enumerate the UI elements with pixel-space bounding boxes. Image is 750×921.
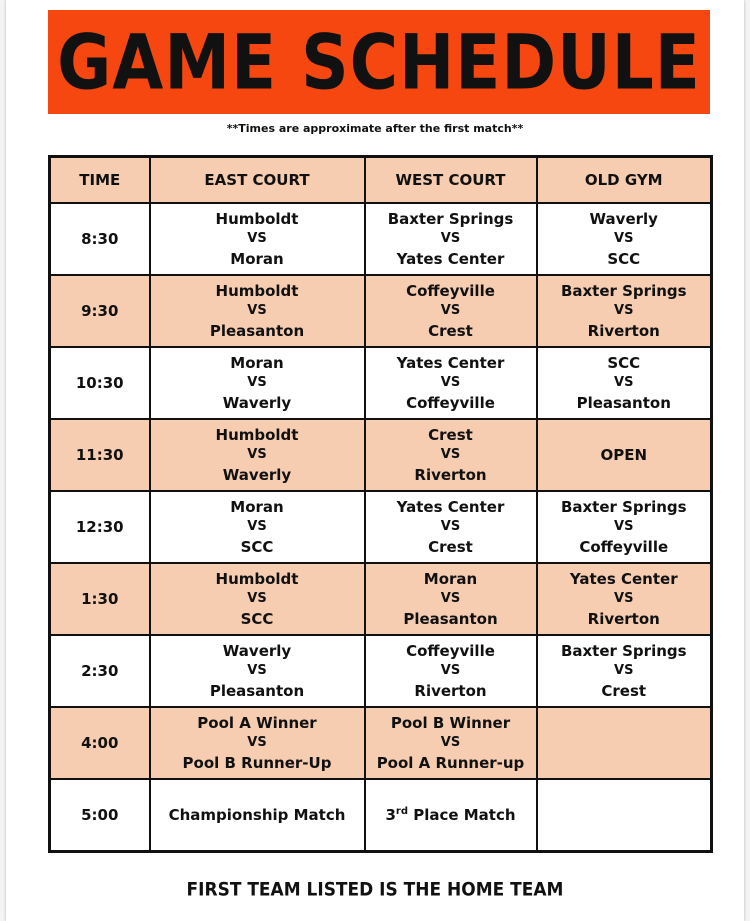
home-team: Baxter Springs	[387, 210, 514, 228]
east-court-match	[150, 491, 365, 563]
old-gym-match	[537, 347, 712, 419]
header-old-gym: OLD GYM	[537, 157, 712, 204]
away-team: Riverton	[587, 322, 660, 340]
schedule-row	[50, 275, 712, 347]
away-team: SCC	[240, 538, 274, 556]
header-east-court: EAST COURT	[150, 157, 365, 204]
home-team: Crest	[428, 426, 473, 444]
schedule-row	[50, 491, 712, 563]
home-team: Moran	[230, 498, 284, 516]
time-cell: 4:00	[50, 707, 150, 779]
championship-match: Championship Match	[150, 779, 365, 852]
vs-label: VS	[247, 663, 267, 678]
away-team: Coffeyville	[406, 394, 495, 412]
home-team: Waverly	[589, 210, 658, 228]
ordinal-suffix: rd	[395, 806, 408, 817]
vs-label: VS	[614, 591, 634, 606]
home-team: Coffeyville	[406, 282, 495, 300]
timing-note: **Times are approximate after the first match**	[226, 122, 524, 135]
vs-label: VS	[614, 375, 634, 390]
home-team: Humboldt	[215, 426, 299, 444]
vs-label: VS	[247, 519, 267, 534]
home-team: Yates Center	[396, 498, 505, 516]
home-team: Moran	[230, 354, 284, 372]
time-cell: 1:30	[50, 563, 150, 635]
header-row	[50, 157, 712, 204]
home-team: Yates Center	[396, 354, 505, 372]
third-place-match	[365, 779, 537, 852]
time-cell: 9:30	[50, 275, 150, 347]
vs-label: VS	[247, 735, 267, 750]
vs-label: VS	[440, 447, 461, 462]
old-gym-match	[537, 491, 712, 563]
old-gym-empty	[537, 779, 712, 852]
page-title: GAME SCHEDULE	[57, 17, 701, 107]
away-team: Pool A Runner-up	[376, 754, 525, 772]
time-cell: 10:30	[50, 347, 150, 419]
east-court-match	[150, 419, 365, 491]
west-court-match	[365, 347, 537, 419]
west-court-match	[365, 491, 537, 563]
vs-label: VS	[440, 375, 461, 390]
schedule-row	[50, 419, 712, 491]
west-court-match	[365, 419, 537, 491]
old-gym-match	[537, 563, 712, 635]
away-team: Pleasanton	[576, 394, 671, 412]
away-team: Riverton	[587, 610, 660, 628]
home-team: Humboldt	[215, 570, 299, 588]
old-gym-open: OPEN	[537, 419, 712, 491]
home-team: Humboldt	[215, 210, 299, 228]
away-team: Pleasanton	[403, 610, 498, 628]
home-team: Waverly	[222, 642, 292, 660]
away-team: Waverly	[222, 394, 292, 412]
vs-label: VS	[247, 375, 267, 390]
schedule-row	[50, 347, 712, 419]
vs-label: VS	[247, 231, 267, 246]
away-team: Pool B Runner-Up	[182, 754, 332, 772]
away-team: Waverly	[222, 466, 292, 484]
home-team: Baxter Springs	[560, 642, 687, 660]
time-cell: 2:30	[50, 635, 150, 707]
vs-label: VS	[247, 591, 267, 606]
ordinal-number: 3	[385, 806, 396, 824]
east-court-match	[150, 275, 365, 347]
home-team: Baxter Springs	[560, 282, 687, 300]
vs-label: VS	[247, 303, 267, 318]
away-team: Riverton	[414, 682, 487, 700]
vs-label: VS	[614, 519, 634, 534]
home-team: Humboldt	[215, 282, 299, 300]
east-court-match	[150, 707, 365, 779]
home-team: Pool A Winner	[197, 714, 317, 732]
away-team: Riverton	[414, 466, 487, 484]
old-gym-match	[537, 635, 712, 707]
vs-label: VS	[440, 663, 461, 678]
away-team: SCC	[607, 250, 641, 268]
vs-label: VS	[440, 591, 461, 606]
east-court-match	[150, 635, 365, 707]
west-court-match	[365, 275, 537, 347]
third-place-label: Place Match	[407, 806, 516, 824]
title-banner	[48, 10, 710, 114]
header-time: TIME	[50, 157, 150, 204]
time-cell: 8:30	[50, 203, 150, 275]
time-cell: 12:30	[50, 491, 150, 563]
east-court-match	[150, 563, 365, 635]
vs-label: VS	[440, 231, 461, 246]
home-team: Pool B Winner	[390, 714, 511, 732]
vs-label: VS	[614, 231, 634, 246]
away-team: Crest	[428, 538, 473, 556]
away-team: Coffeyville	[579, 538, 669, 556]
header-west-court: WEST COURT	[365, 157, 537, 204]
away-team: Moran	[230, 250, 284, 268]
east-court-match	[150, 203, 365, 275]
vs-label: VS	[614, 303, 634, 318]
schedule-row	[50, 563, 712, 635]
west-court-match	[365, 635, 537, 707]
schedule-table	[48, 155, 713, 853]
time-cell: 5:00	[50, 779, 150, 852]
away-team: Pleasanton	[209, 322, 305, 340]
home-team: Moran	[423, 570, 478, 588]
old-gym-match	[537, 203, 712, 275]
old-gym-empty	[537, 707, 712, 779]
west-court-match	[365, 563, 537, 635]
schedule-row	[50, 203, 712, 275]
away-team: SCC	[240, 610, 274, 628]
home-team: Baxter Springs	[560, 498, 687, 516]
vs-label: VS	[440, 519, 461, 534]
west-court-match	[365, 203, 537, 275]
old-gym-match	[537, 275, 712, 347]
vs-label: VS	[440, 735, 461, 750]
home-team-note: FIRST TEAM LISTED IS THE HOME TEAM	[186, 879, 564, 901]
away-team: Crest	[428, 322, 473, 340]
time-cell: 11:30	[50, 419, 150, 491]
home-team: SCC	[607, 354, 641, 372]
away-team: Pleasanton	[209, 682, 305, 700]
east-court-match	[150, 347, 365, 419]
away-team: Crest	[601, 682, 647, 700]
home-team: Coffeyville	[406, 642, 495, 660]
home-team: Yates Center	[569, 570, 678, 588]
away-team: Yates Center	[396, 250, 505, 268]
west-court-match	[365, 707, 537, 779]
vs-label: VS	[440, 303, 461, 318]
vs-label: VS	[614, 663, 634, 678]
vs-label: VS	[247, 447, 267, 462]
schedule-row	[50, 707, 712, 779]
schedule-row	[50, 635, 712, 707]
schedule-row	[50, 779, 712, 852]
